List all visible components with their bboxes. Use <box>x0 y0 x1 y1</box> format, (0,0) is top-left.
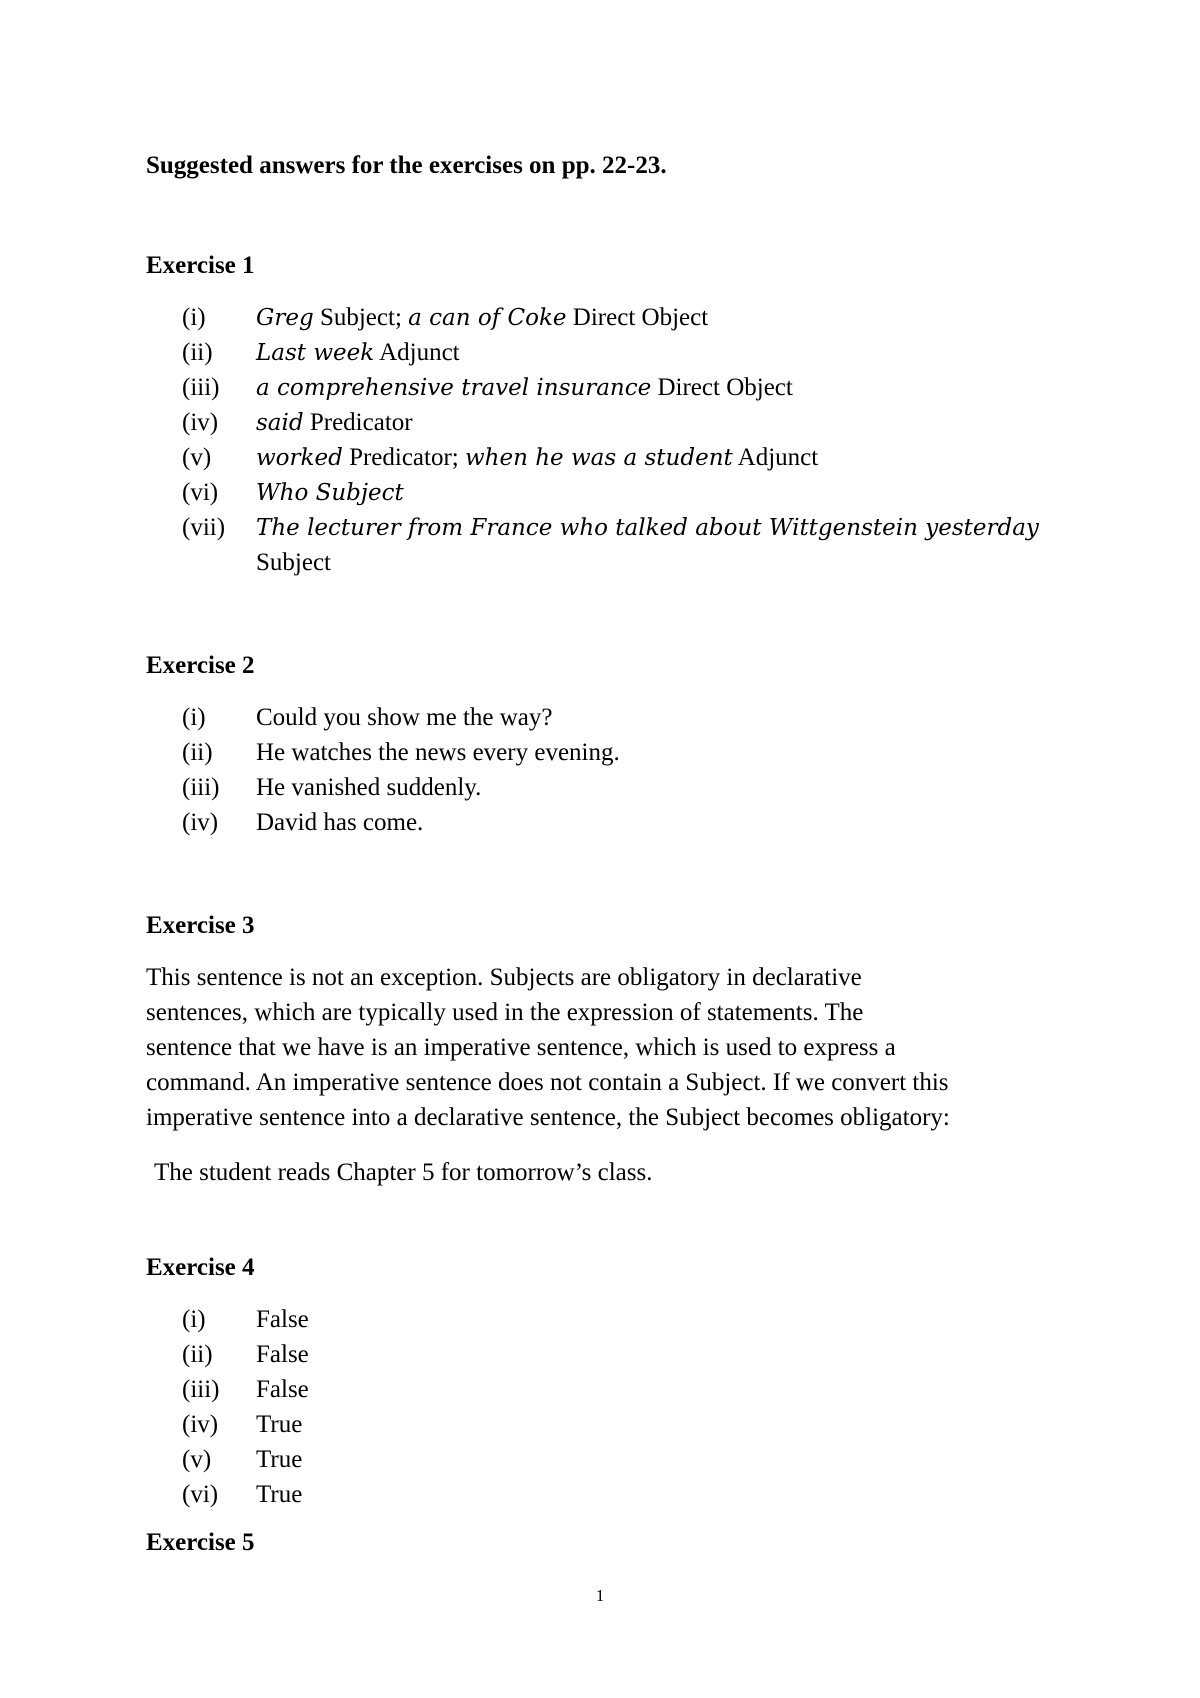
plain-text: Direct Object <box>651 374 793 401</box>
italic-text: Last week <box>256 340 375 366</box>
list-item <box>146 1302 1106 1337</box>
italic-text: when he was a student <box>465 445 733 471</box>
item-number: (i) <box>182 1306 206 1333</box>
page-number: 1 <box>595 1586 605 1605</box>
exercise-3-heading: Exercise 3 <box>146 912 255 939</box>
item-text: He watches the news every evening. <box>256 739 620 766</box>
paragraph-line: sentences, which are typically used in the expression of statements. The <box>146 999 864 1026</box>
italic-text: said <box>256 410 304 436</box>
list-item <box>146 1477 1106 1512</box>
plain-text: Predicator; <box>342 444 465 471</box>
item-text <box>256 475 404 511</box>
paragraph-line: imperative sentence into a declarative sentence, the Subject becomes obligatory: <box>146 1104 950 1131</box>
item-number: (ii) <box>182 339 213 366</box>
paragraph-line: sentence that we have is an imperative sentence, which is used to express a <box>146 1034 896 1061</box>
item-text <box>256 440 818 476</box>
exercise-3-paragraph <box>146 960 1106 1135</box>
item-text <box>256 510 1039 546</box>
plain-text: Direct Object <box>566 304 709 331</box>
list-item-continuation <box>146 545 1106 580</box>
exercise-4-heading: Exercise 4 <box>146 1254 255 1281</box>
item-text <box>256 370 793 406</box>
plain-text: Subject; <box>313 304 409 331</box>
italic-text: The lecturer from France who talked about Wittgenstein yesterday <box>256 515 1039 541</box>
item-number: (i) <box>182 304 206 331</box>
exercise-5-heading: Exercise 5 <box>146 1529 255 1556</box>
list-item <box>146 1442 1106 1477</box>
item-text: Subject <box>256 549 331 576</box>
item-text: True <box>256 1446 303 1473</box>
item-number: (iv) <box>182 1411 219 1438</box>
list-item <box>146 1337 1106 1372</box>
item-text: He vanished suddenly. <box>256 774 482 801</box>
item-number: (iii) <box>182 774 220 801</box>
italic-text: Greg <box>256 305 314 331</box>
exercise-1-list <box>146 300 1106 580</box>
item-number: (ii) <box>182 739 213 766</box>
item-text: Could you show me the way? <box>256 704 553 731</box>
plain-text: Predicator <box>303 409 413 436</box>
item-number: (v) <box>182 1446 212 1473</box>
list-item <box>146 300 1106 335</box>
item-text <box>256 335 460 371</box>
plain-text: Adjunct <box>732 444 819 471</box>
italic-text: worked <box>256 445 343 471</box>
example-sentence: The student reads Chapter 5 for tomorrow’s class. <box>154 1159 653 1186</box>
item-number: (vii) <box>182 514 226 541</box>
item-text: False <box>256 1376 309 1403</box>
list-item <box>146 405 1106 440</box>
item-number: (ii) <box>182 1341 213 1368</box>
plain-text: Adjunct <box>374 339 460 366</box>
item-number: (iii) <box>182 374 220 401</box>
list-item <box>146 1372 1106 1407</box>
item-text <box>256 405 413 441</box>
list-item <box>146 735 1106 770</box>
list-item <box>146 1407 1106 1442</box>
exercise-2-list <box>146 700 1106 840</box>
list-item <box>146 700 1106 735</box>
list-item <box>146 440 1106 475</box>
item-number: (iv) <box>182 809 219 836</box>
paragraph-line: This sentence is not an exception. Subjects are obligatory in declarative <box>146 964 862 991</box>
item-number: (i) <box>182 704 206 731</box>
exercise-4-list <box>146 1302 1106 1512</box>
item-text <box>256 300 708 336</box>
item-number: (vi) <box>182 479 219 506</box>
item-number: (vi) <box>182 1481 219 1508</box>
item-text: True <box>256 1411 303 1438</box>
item-text: David has come. <box>256 809 424 836</box>
list-item <box>146 370 1106 405</box>
item-number: (iv) <box>182 409 219 436</box>
paragraph-line: command. An imperative sentence does not contain a Subject. If we convert this <box>146 1069 949 1096</box>
list-item <box>146 805 1106 840</box>
document-title: Suggested answers for the exercises on pp. 22-23. <box>146 152 667 179</box>
italic-text: Who Subject <box>256 480 404 506</box>
italic-text: a comprehensive travel insurance <box>256 375 652 401</box>
list-item <box>146 335 1106 370</box>
item-text: True <box>256 1481 303 1508</box>
exercise-2-heading: Exercise 2 <box>146 652 255 679</box>
item-text: False <box>256 1306 309 1333</box>
list-item <box>146 475 1106 510</box>
list-item <box>146 770 1106 805</box>
item-number: (iii) <box>182 1376 220 1403</box>
exercise-1-heading: Exercise 1 <box>146 252 255 279</box>
list-item <box>146 510 1106 545</box>
item-text: False <box>256 1341 309 1368</box>
item-number: (v) <box>182 444 212 471</box>
italic-text: a can of Coke <box>408 305 567 331</box>
